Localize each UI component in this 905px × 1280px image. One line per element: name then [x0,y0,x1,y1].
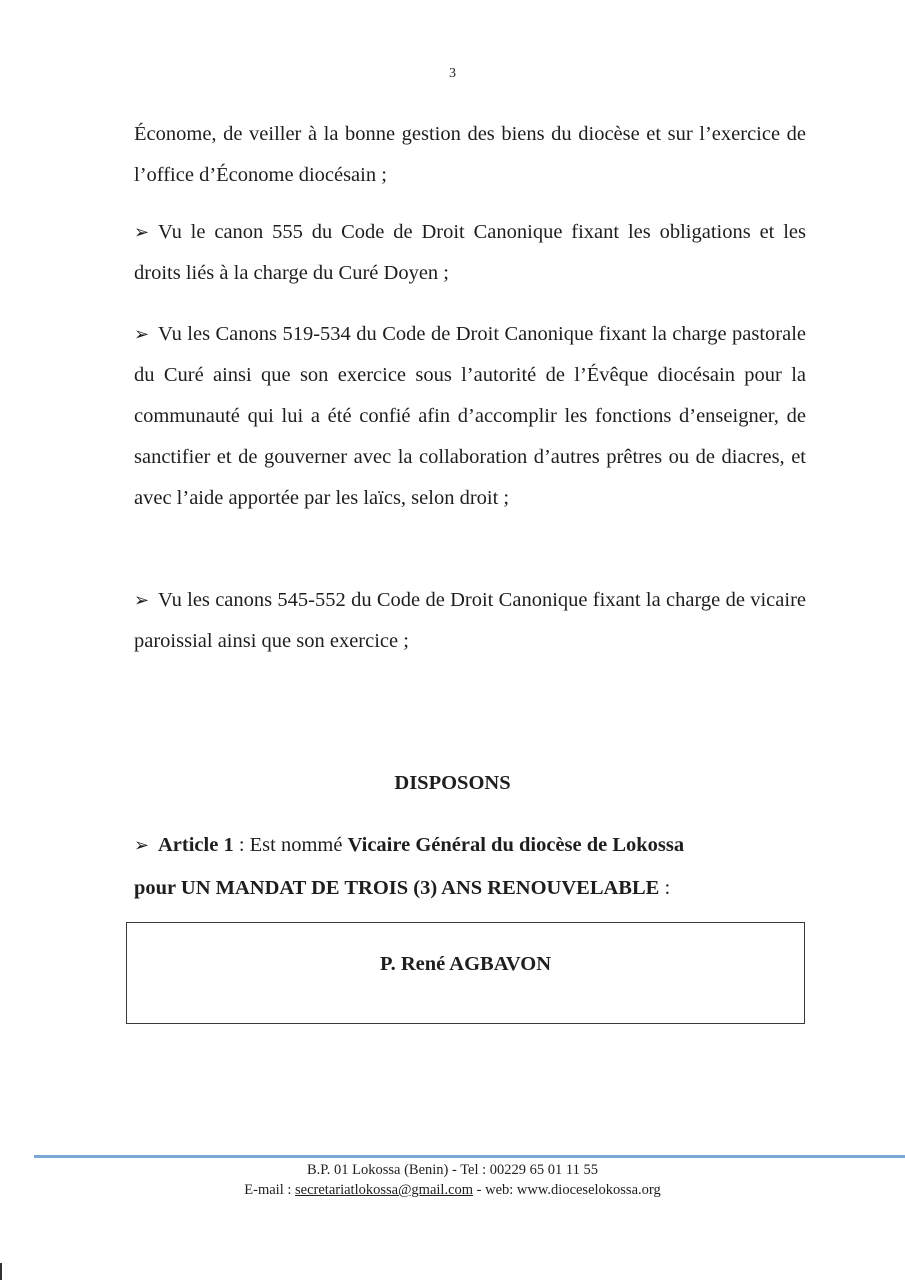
scan-margin-mark [0,1263,2,1280]
footer-contact [0,1180,905,1200]
paragraph-econome: Économe, de veiller à la bonne gestion des biens du diocèse et sur l’exercice de l’office d’Économe diocésain ; [134,123,806,186]
article-1 [134,824,794,909]
paragraph-text: Vu le canon 555 du Code de Droit Canonique fixant les obligations et les droits liés à la charge du Curé Doyen ; [134,221,806,284]
paragraph-canons-519-534 [134,314,806,519]
footer [0,1160,905,1200]
arrow-bullet-icon: ➢ [134,590,150,611]
appointee-name: P. René AGBAVON [379,953,552,975]
article-mandate: pour UN MANDAT DE TROIS (3) ANS RENOUVELABLE [134,877,660,899]
article-role: Vicaire Général du diocèse de Lokossa [347,834,685,856]
arrow-bullet-icon: ➢ [134,835,150,856]
footer-address: B.P. 01 Lokossa (Benin) - Tel : 00229 65 01 11 55 [307,1162,598,1178]
arrow-bullet-icon: ➢ [134,324,150,345]
email-label: E-mail : [244,1182,296,1198]
website-text: - web: www.dioceselokossa.org [473,1182,661,1198]
email-link[interactable]: secretariatlokossa@gmail.com [295,1182,474,1198]
arrow-bullet-icon: ➢ [134,222,150,243]
paragraph-text: Vu les Canons 519-534 du Code de Droit Canonique fixant la charge pastorale du Curé ainsi que son exercice sous l’autorité de l’Évêque diocésain pour la communauté qui lui a été confié afin d’accomplir les fonctions d’enseigner, de sanctifier et de gouverner avec la collaboration d’autres prêtres ou de diacres, et avec l’aide apportée par les laïcs, selon droit ; [134,323,806,509]
paragraph-text: Vu les canons 545-552 du Code de Droit Canonique fixant la charge de vicaire paroissial ainsi que son exercice ; [134,589,806,652]
section-title: DISPOSONS [394,772,511,794]
article-label: Article 1 [158,834,234,856]
appointee-box [126,922,805,1024]
article-sep: : Est nommé [233,834,348,856]
footer-divider [34,1155,905,1158]
page-number: 3 [449,66,456,81]
paragraph-canon-555 [134,212,806,294]
article-end: : [659,877,671,899]
paragraph-canons-545-552 [134,580,806,662]
